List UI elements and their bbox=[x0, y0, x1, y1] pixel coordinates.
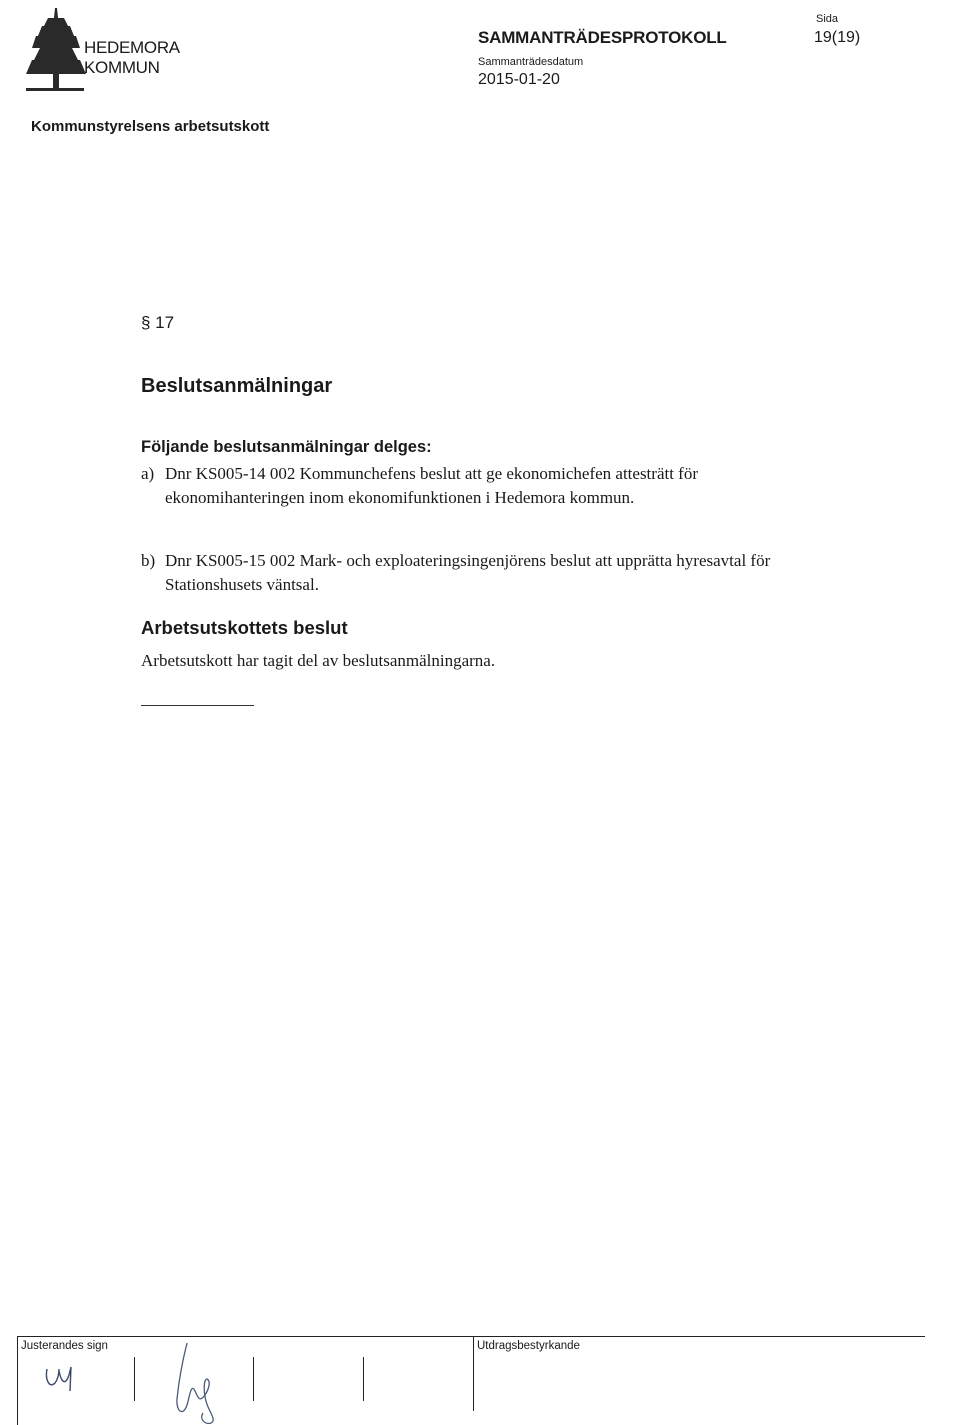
footer-top-rule bbox=[17, 1336, 925, 1337]
logo-text-line1: HEDEMORA bbox=[84, 38, 180, 57]
decision-text: Arbetsutskott har tagit del av beslutsanmälningarna. bbox=[141, 651, 496, 670]
section-title: Beslutsanmälningar bbox=[141, 375, 333, 397]
initials-signature-2 bbox=[163, 1339, 223, 1425]
spruce-tree-icon bbox=[22, 6, 92, 98]
page-label: Sida bbox=[816, 13, 839, 25]
list-item bbox=[141, 462, 781, 510]
logo-text-line2: KOMMUN bbox=[84, 58, 160, 77]
section-number: § 17 bbox=[141, 313, 175, 332]
list-item bbox=[141, 549, 781, 597]
footer-divider bbox=[253, 1357, 254, 1401]
list-item-marker: a) bbox=[141, 464, 155, 483]
section-end-rule bbox=[141, 705, 254, 706]
signature-footer bbox=[17, 1331, 925, 1425]
committee-name: Kommunstyrelsens arbetsutskott bbox=[31, 118, 270, 135]
footer-divider bbox=[473, 1336, 474, 1411]
document-type: SAMMANTRÄDESPROTOKOLL bbox=[478, 28, 727, 47]
footer-divider bbox=[134, 1357, 135, 1401]
meeting-date-label: Sammanträdesdatum bbox=[478, 56, 584, 68]
page-number: 19(19) bbox=[814, 29, 861, 46]
sign-label: Justerandes sign bbox=[21, 1340, 108, 1352]
list-item-text: Dnr KS005-14 002 Kommunchefens beslut att ge ekonomichefen attesträtt för ekonomihanteringen inom ekonomifunktionen i Hedemora kommun. bbox=[165, 464, 699, 507]
logo-wordmark bbox=[84, 38, 180, 78]
footer-divider bbox=[17, 1336, 18, 1425]
initials-signature-1 bbox=[43, 1361, 83, 1395]
section-subheading: Följande beslutsanmälningar delges: bbox=[141, 438, 432, 456]
list-item-marker: b) bbox=[141, 551, 156, 570]
list-item-text: Dnr KS005-15 002 Mark- och exploateringsingenjörens beslut att upprätta hyresavtal för Stationshusets väntsal. bbox=[165, 551, 771, 594]
footer-divider bbox=[363, 1357, 364, 1401]
meeting-date-value: 2015-01-20 bbox=[478, 71, 560, 88]
decision-heading: Arbetsutskottets beslut bbox=[141, 617, 348, 638]
certify-label: Utdragsbestyrkande bbox=[477, 1340, 580, 1352]
